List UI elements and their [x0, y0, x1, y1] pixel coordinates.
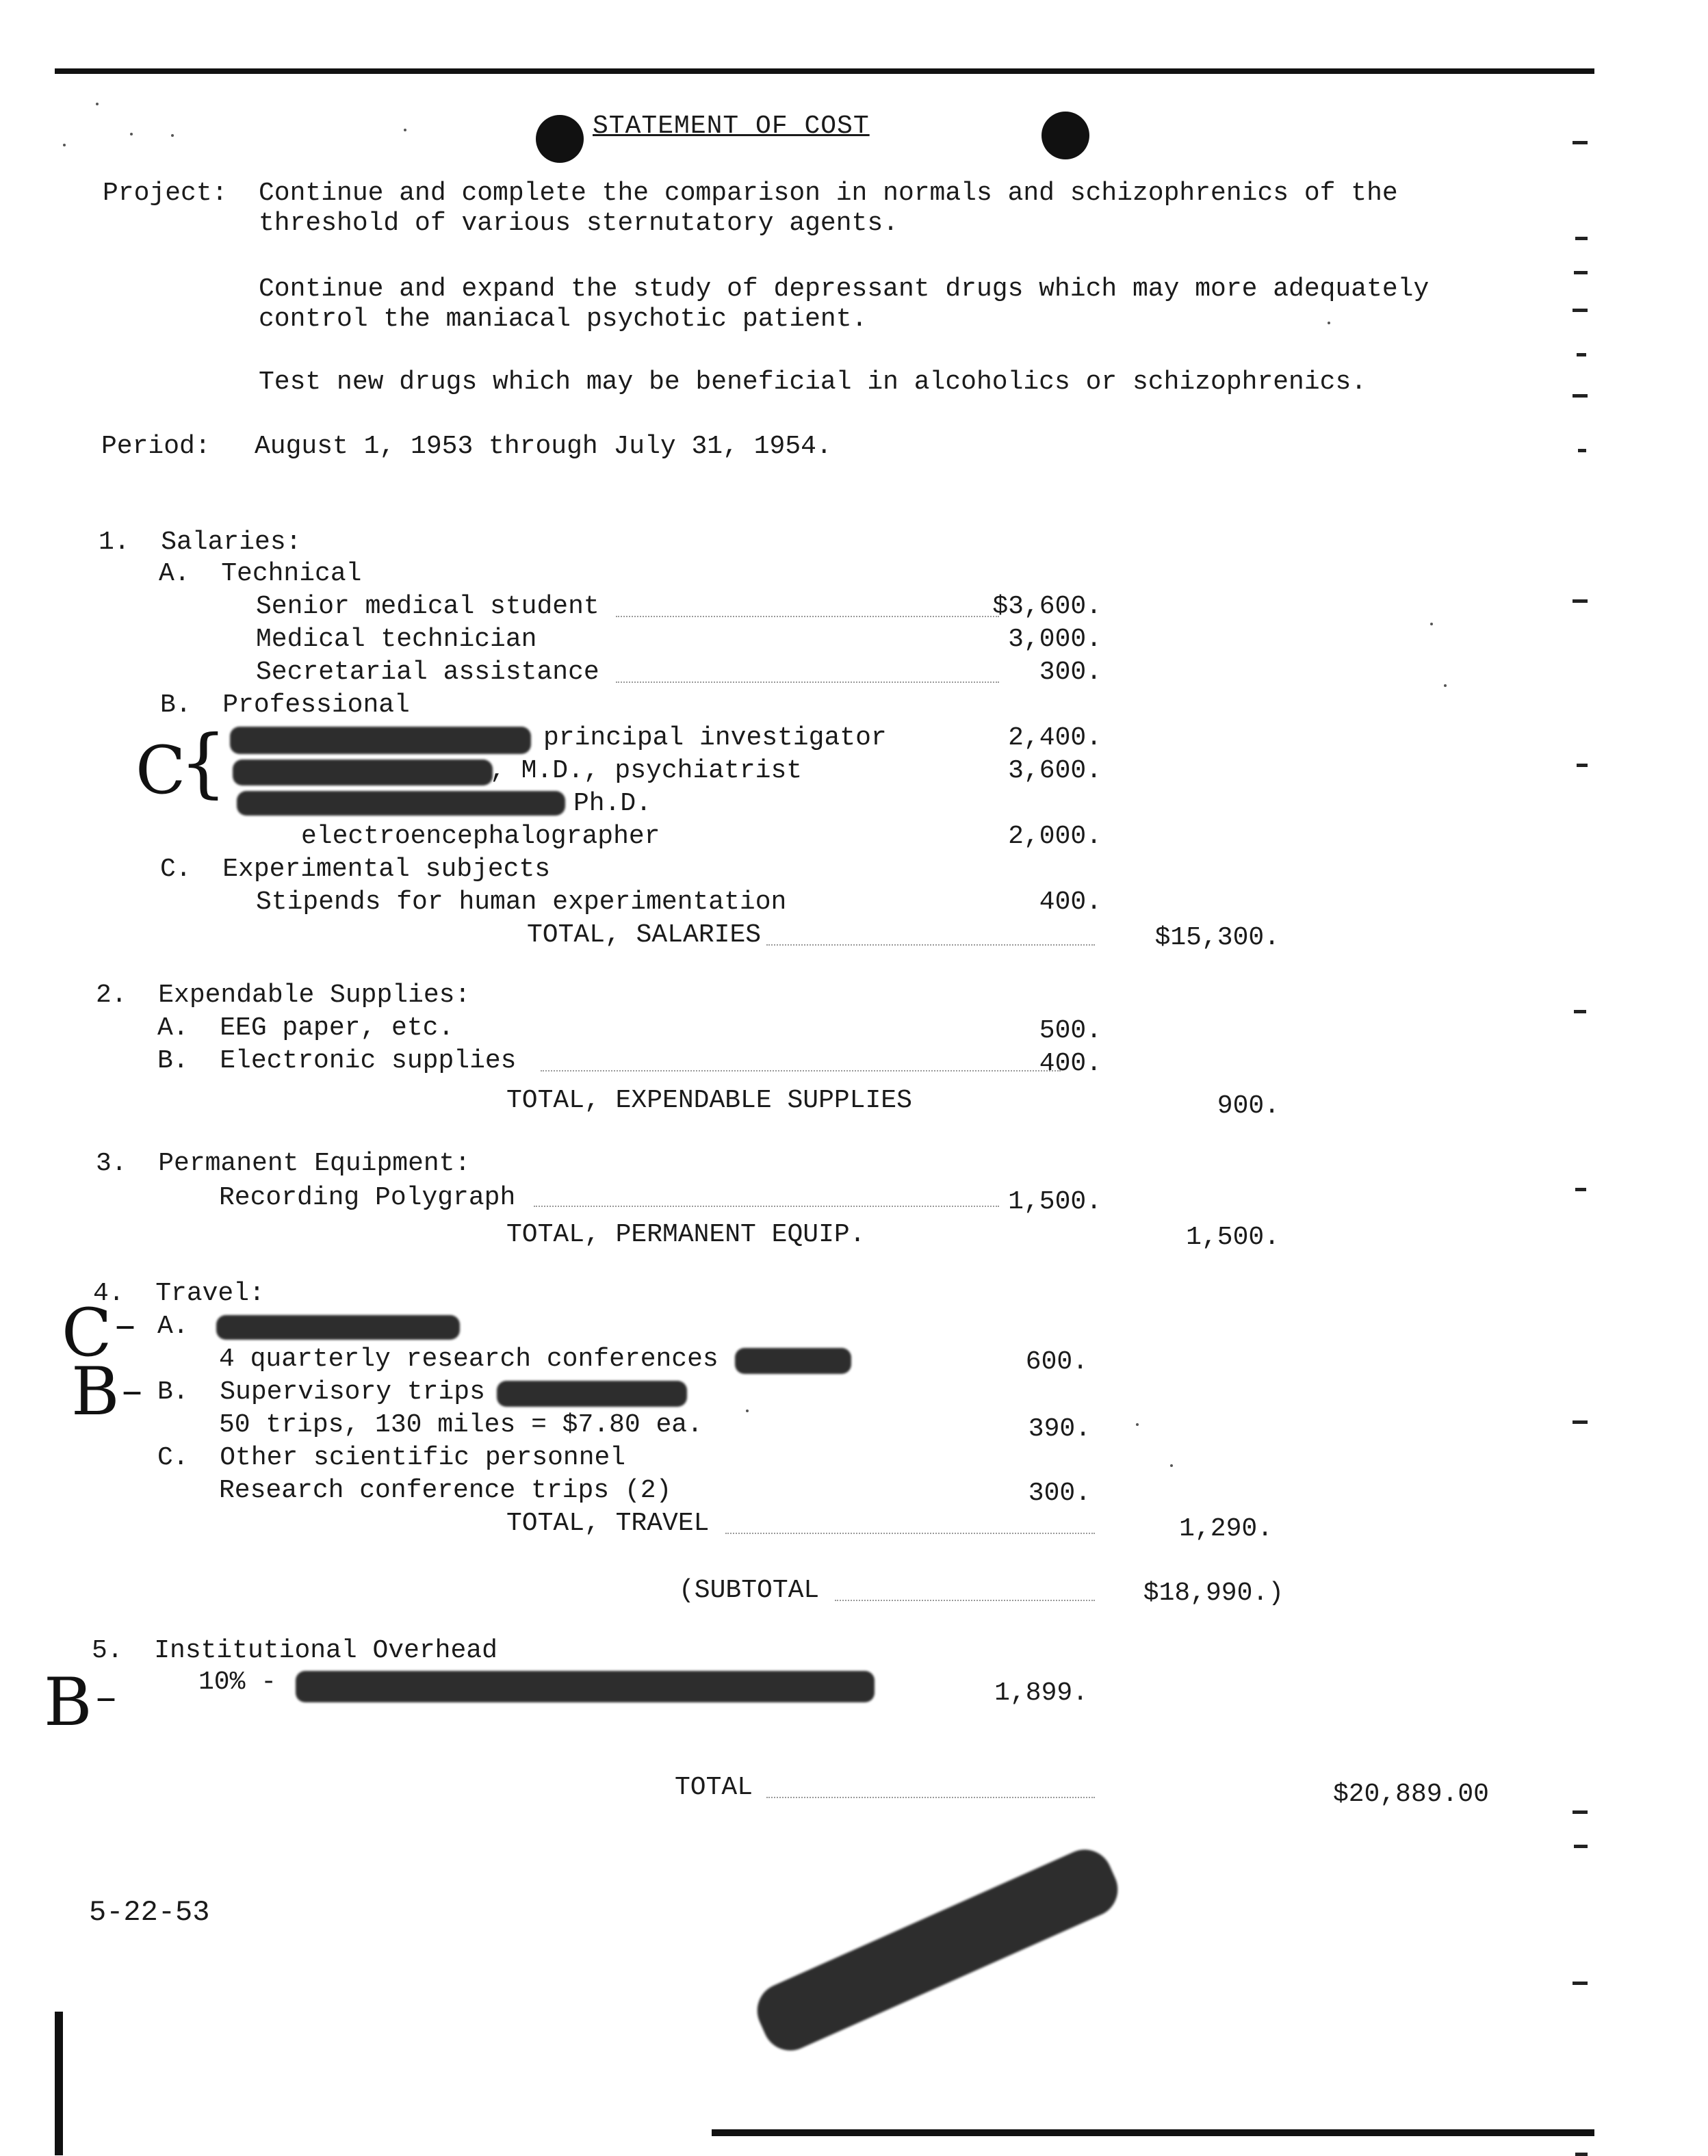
- leader-dots: [534, 1206, 999, 1207]
- line-item-amount: 2,400.: [1008, 723, 1102, 753]
- margin-mark-c: C: [62, 1295, 112, 1371]
- section-total-amount: 1,500.: [1186, 1223, 1280, 1252]
- subtotal-amount: $18,990.): [1143, 1579, 1284, 1608]
- line-item-amount: 500.: [1039, 1016, 1102, 1045]
- technical-heading: A. Technical: [159, 559, 362, 588]
- project-line-5: Test new drugs which may be beneficial in alcoholics or schizophrenics.: [259, 367, 1367, 397]
- document-date: 5-22-53: [89, 1896, 210, 1929]
- redaction-mark: [233, 759, 493, 785]
- leader-dots: [616, 616, 999, 617]
- line-item-amount: 3,600.: [1008, 756, 1102, 785]
- line-item-label: Stipends for human experimentation: [256, 887, 787, 917]
- section-total-amount: 1,290.: [1179, 1514, 1273, 1544]
- signature-redaction: [749, 1841, 1126, 2059]
- line-item-amount: 3,000.: [1008, 625, 1102, 654]
- margin-mark-b: B: [71, 1353, 120, 1430]
- margin-dash: –: [122, 1366, 142, 1414]
- line-item-label: Senior medical student: [256, 592, 599, 621]
- line-item-amount: 300.: [1028, 1479, 1091, 1508]
- line-item-label: A. EEG paper, etc.: [157, 1013, 454, 1043]
- line-item-amount: 300.: [1039, 658, 1102, 687]
- leader-dots: [766, 944, 1095, 946]
- leader-dots: [766, 1797, 1095, 1798]
- line-item-label: 4 quarterly research conferences: [219, 1345, 719, 1374]
- project-label: Project:: [103, 179, 228, 208]
- redaction-mark: [216, 1315, 460, 1340]
- left-border: [55, 2012, 63, 2155]
- section-total-amount: $15,300.: [1154, 923, 1280, 952]
- margin-dash: –: [96, 1673, 116, 1721]
- line-item-amount: 1,899.: [994, 1678, 1088, 1708]
- line-item-label: Ph.D.: [573, 789, 652, 818]
- equipment-heading: 3. Permanent Equipment:: [96, 1149, 471, 1178]
- line-item-label: C. Other scientific personnel: [157, 1443, 626, 1472]
- section-total-label: TOTAL, SALARIES: [527, 920, 762, 950]
- line-item-amount: 400.: [1039, 1049, 1102, 1078]
- section-total-label: TOTAL, PERMANENT EQUIP.: [506, 1220, 866, 1249]
- leader-dots: [835, 1600, 1095, 1601]
- overhead-heading: 5. Institutional Overhead: [92, 1636, 497, 1665]
- line-item-label: 10% -: [198, 1667, 277, 1697]
- subjects-heading: C. Experimental subjects: [160, 855, 551, 884]
- line-item-label: B. Electronic supplies: [157, 1046, 517, 1076]
- line-item-amount: 1,500.: [1008, 1187, 1102, 1217]
- redaction-mark: [237, 791, 565, 816]
- line-item-label: Research conference trips (2): [219, 1476, 672, 1505]
- line-item-label: B. Supervisory trips: [157, 1377, 485, 1407]
- margin-brace: {: [179, 718, 227, 806]
- salaries-heading: 1. Salaries:: [99, 528, 302, 557]
- punch-hole-right: [1041, 112, 1089, 159]
- redaction-mark: [296, 1671, 875, 1702]
- period-label: Period:: [101, 432, 211, 461]
- project-line-4: control the maniacal psychotic patient.: [259, 304, 868, 334]
- section-total-label: TOTAL, TRAVEL: [506, 1509, 710, 1538]
- line-item-amount: 600.: [1025, 1347, 1088, 1377]
- section-total-amount: 900.: [1217, 1091, 1280, 1121]
- grand-total-amount: $20,889.00: [1332, 1780, 1489, 1809]
- line-item-label: , M.D., psychiatrist: [490, 756, 803, 785]
- line-item-amount: 400.: [1039, 887, 1102, 917]
- margin-mark-c: C: [135, 732, 186, 809]
- margin-dash: –: [115, 1301, 135, 1349]
- right-edge-marks: [1573, 66, 1588, 2139]
- grand-total-label: TOTAL: [675, 1773, 753, 1802]
- redaction-mark: [230, 727, 531, 754]
- line-item-amount: $3,600.: [992, 592, 1102, 621]
- punch-hole-left: [536, 115, 584, 163]
- line-item-label: Recording Polygraph: [219, 1183, 516, 1212]
- leader-dots: [616, 681, 999, 683]
- line-item-amount: 2,000.: [1008, 822, 1102, 851]
- line-item-label: electroencephalographer: [301, 822, 660, 851]
- line-item-amount: 390.: [1028, 1414, 1091, 1444]
- project-line-3: Continue and expand the study of depressant drugs which may more adequately: [259, 274, 1429, 304]
- line-item-label: 50 trips, 130 miles = $7.80 ea.: [219, 1410, 703, 1440]
- subtotal-label: (SUBTOTAL: [679, 1576, 820, 1605]
- leader-dots: [541, 1070, 1061, 1071]
- bottom-border: [712, 2129, 1594, 2136]
- top-border: [55, 68, 1594, 74]
- line-item-label: principal investigator: [543, 723, 887, 753]
- professional-heading: B. Professional: [160, 690, 410, 720]
- travel-heading: 4. Travel:: [93, 1279, 265, 1308]
- leader-dots: [725, 1533, 1095, 1534]
- project-line-1: Continue and complete the comparison in normals and schizophrenics of the: [259, 179, 1398, 208]
- line-item-label: A.: [157, 1312, 189, 1341]
- project-line-2: threshold of various sternutatory agents.: [259, 209, 898, 238]
- line-item-label: Medical technician: [256, 625, 537, 654]
- period-value: August 1, 1953 through July 31, 1954.: [255, 432, 832, 461]
- line-item-label: Secretarial assistance: [256, 658, 599, 687]
- supplies-heading: 2. Expendable Supplies:: [96, 980, 471, 1010]
- margin-mark-b: B: [44, 1664, 92, 1741]
- redaction-mark: [497, 1381, 687, 1407]
- redaction-mark: [735, 1348, 851, 1374]
- document-title: STATEMENT OF COST: [593, 112, 870, 141]
- section-total-label: TOTAL, EXPENDABLE SUPPLIES: [506, 1086, 912, 1115]
